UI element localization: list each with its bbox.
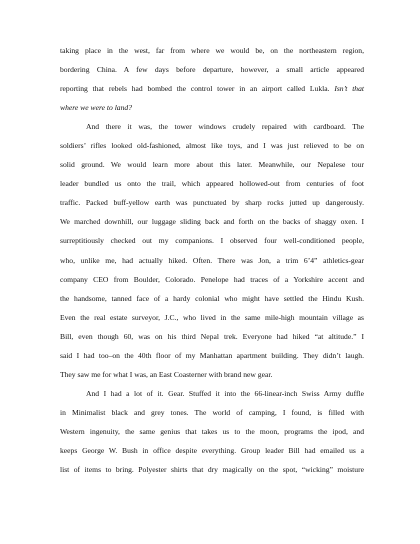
text-line: the handsome, tanned face of a hardy colonial who might have settled the Hindu Kush. <box>60 293 364 303</box>
italic-text: Isn’t that <box>334 84 365 94</box>
text-line: And there it was, the tower windows crudely repaired with cardboard. The <box>86 122 364 132</box>
text-line: in Minimalist black and grey tones. The world of camping, I found, is filled with <box>60 407 364 417</box>
text-line: surreptitiously checked out my companions. I observed four well-conditioned people, <box>60 236 364 246</box>
text-line: They saw me for what I was, an East Coasterner with brand new gear. <box>60 369 273 379</box>
text-line: keeps George W. Bush in office despite everything. Group leader Bill had emailed us a <box>60 445 364 455</box>
body-text <box>60 41 364 479</box>
text-line: leader bundled us onto the trail, which appeared hollowed-out from centuries of foot <box>60 179 364 189</box>
text-line: Western ingenuity, the same genius that takes us to the moon, programs the ipod, and <box>60 426 364 436</box>
text-line: said I had too–on the 40th floor of my Manhattan apartment building. They didn’t laugh. <box>60 350 364 360</box>
text-line: bordering China. A few days before departure, however, a small article appeared <box>60 65 364 75</box>
text-line: soldiers’ rifles looked old-fashioned, almost like toys, and I was just relieved to be on <box>60 141 364 151</box>
paragraph <box>60 41 364 117</box>
text-line: Even the real estate surveyor, J.C., who lived in the same mile-high mountain village as <box>60 312 364 322</box>
italic-text: where we were to land? <box>60 103 132 113</box>
text-line: who, unlike me, had actually hiked. Often. There was Jon, a trim 6’4” athletics-gear <box>60 255 364 265</box>
text-line: traffic. Packed buff-yellow earth was punctuated by sharp rocks jutted up dangerously. <box>60 198 364 208</box>
text-line <box>60 79 364 98</box>
text-line: Bill, even though 60, was on his third Nepal trek. Everyone had hiked “at altitude.” I <box>60 331 364 341</box>
paragraph <box>60 117 364 384</box>
text-run: reporting that rebels had bombed the control tower in an airport called Lukla. <box>60 84 335 94</box>
text-line: solid ground. We would learn more about this later. Meanwhile, our Nepalese tour <box>60 160 364 170</box>
paragraph <box>60 384 364 479</box>
text-line <box>60 98 364 117</box>
text-line: taking place in the west, far from where we would be, on the northeastern region, <box>60 46 364 55</box>
text-line: list of items to bring. Polyester shirts that dry magically on the spot, “wicking” moisture <box>60 465 364 475</box>
text-line: company CEO from Boulder, Colorado. Penelope had traces of a Yorkshire accent and <box>60 274 364 284</box>
text-line: We marched downhill, our luggage sliding back and forth on the backs of shaggy oxen. I <box>60 217 364 227</box>
text-line: And I had a lot of it. Gear. Stuffed it into the 66-linear-inch Swiss Army duffle <box>86 388 364 398</box>
